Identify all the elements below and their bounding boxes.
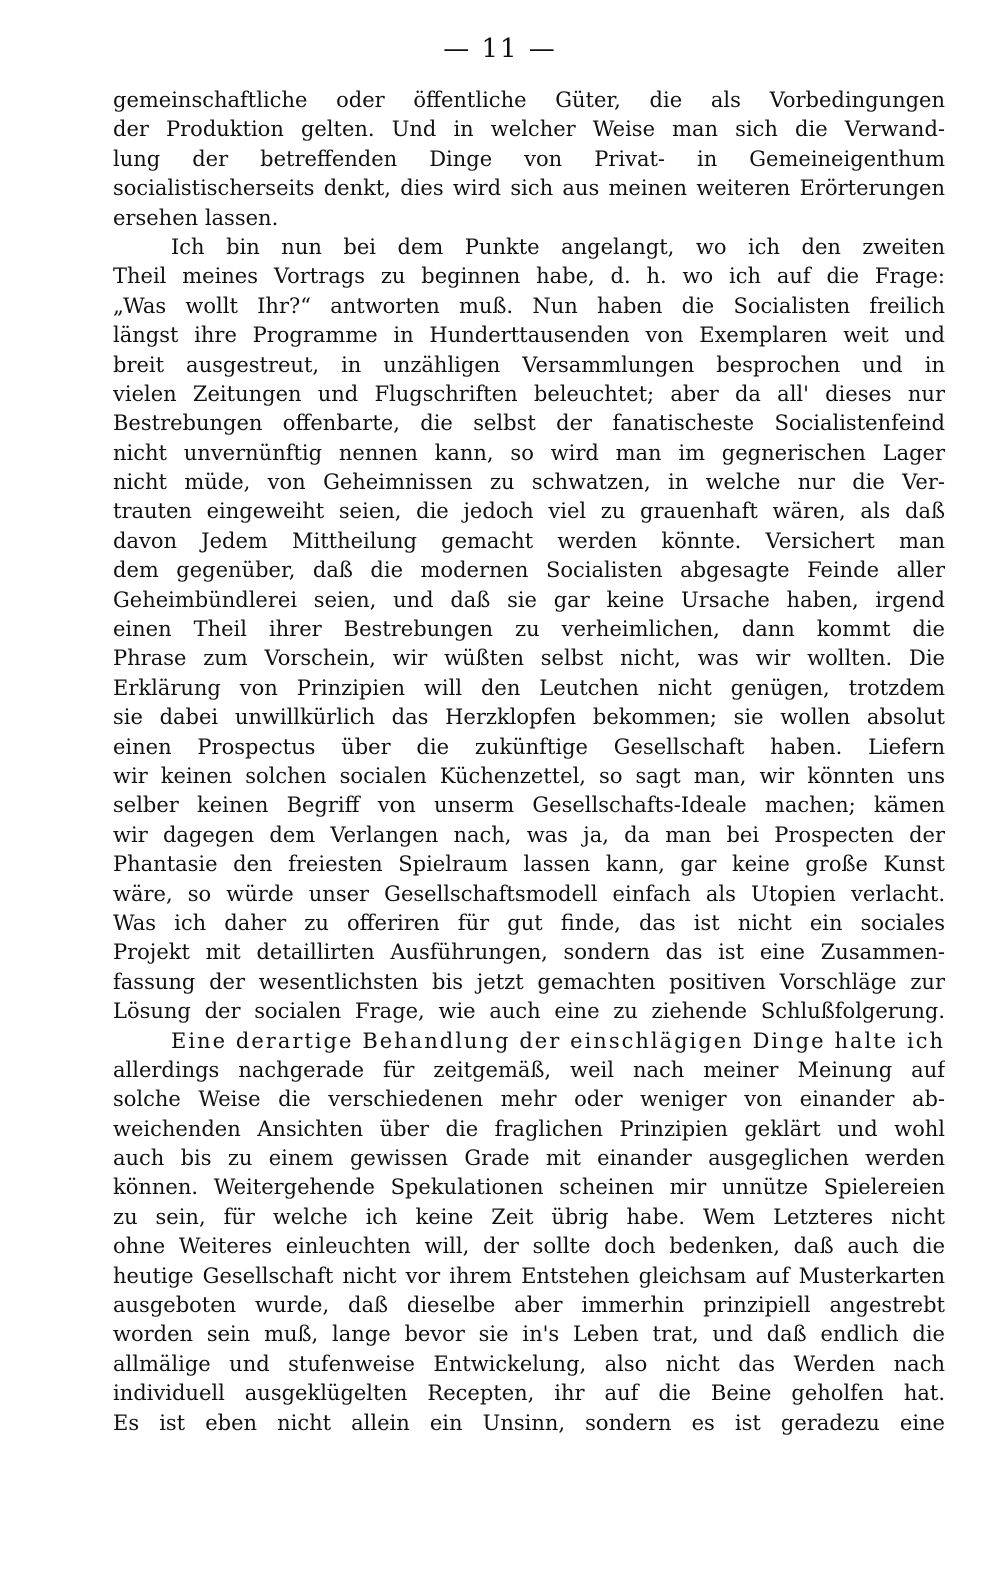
text-line: Projekt mit detaillirten Ausführungen, sondern das ist eine Zusammen- [113, 940, 945, 965]
text-line: socialistischerseits denkt, dies wird sich aus meinen weiteren Erörterungen [113, 176, 945, 201]
text-line: Lösung der socialen Frage, wie auch eine zu ziehende Schlußfolgerung. [113, 999, 945, 1024]
paragraph-start-line: Eine derartige Behandlung der einschlägigen Dinge halte ich [171, 1028, 945, 1053]
text-line: Theil meines Vortrags zu beginnen habe, d. h. wo ich auf die Frage: [113, 264, 945, 289]
text-line: Erklärung von Prinzipien will den Leutchen nicht genügen, trotzdem [113, 675, 945, 700]
text-line: einen Prospectus über die zukünftige Gesellschaft haben. Liefern [113, 734, 945, 759]
text-line: Es ist eben nicht allein ein Unsinn, sondern es ist geradezu eine [113, 1410, 945, 1435]
text-line: wäre, so würde unser Gesellschaftsmodell einfach als Utopien verlacht. [113, 881, 945, 906]
text-line: vielen Zeitungen und Flugschriften beleuchtet; aber da all' dieses nur [113, 381, 945, 406]
text-line: wir keinen solchen socialen Küchenzettel, so sagt man, wir könnten uns [113, 763, 945, 788]
text-line: „Was wollt Ihr?“ antworten muß. Nun haben die Socialisten freilich [113, 293, 945, 318]
text-line: Was ich daher zu offeriren für gut finde, das ist nicht ein sociales [113, 910, 945, 935]
text-line: ohne Weiteres einleuchten will, der sollte doch bedenken, daß auch die [113, 1234, 945, 1259]
body-text [113, 86, 945, 1438]
text-line: der Produktion gelten. Und in welcher Weise man sich die Verwand- [113, 117, 945, 142]
text-line: solche Weise die verschiedenen mehr oder weniger von einander ab- [113, 1087, 945, 1112]
text-line: können. Weitergehende Spekulationen scheinen mir unnütze Spielereien [113, 1175, 945, 1200]
text-line: gemeinschaftliche oder öffentliche Güter, die als Vorbedingungen [113, 88, 945, 112]
text-line: zu sein, für welche ich keine Zeit übrig habe. Wem Letzteres nicht [113, 1204, 945, 1229]
text-line: ausgeboten wurde, daß dieselbe aber immerhin prinzipiell angestrebt [113, 1293, 945, 1318]
text-line: längst ihre Programme in Hunderttausenden von Exemplaren weit und [113, 323, 945, 348]
text-line: individuell ausgeklügelten Recepten, ihr auf die Beine geholfen hat. [113, 1381, 945, 1406]
text-line: fassung der wesentlichsten bis jetzt gemachten positiven Vorschläge zur [113, 969, 945, 994]
text-line: allmälige und stufenweise Entwickelung, also nicht das Werden nach [113, 1351, 945, 1376]
text-line: heutige Gesellschaft nicht vor ihrem Entstehen gleichsam auf Musterkarten [113, 1263, 945, 1288]
text-line: auch bis zu einem gewissen Grade mit einander ausgeglichen werden [113, 1146, 945, 1171]
text-line: Geheimbündlerei seien, und daß sie gar keine Ursache haben, irgend [113, 587, 945, 612]
text-line: sie dabei unwillkürlich das Herzklopfen bekommen; sie wollen absolut [113, 705, 945, 730]
text-line: nicht unvernünftig nennen kann, so wird man im gegnerischen Lager [113, 440, 945, 465]
page-number: — 11 — [443, 34, 557, 64]
text-line: breit ausgestreut, in unzähligen Versammlungen besprochen und in [113, 352, 945, 377]
text-line: dem gegenüber, daß die modernen Socialisten abgesagte Feinde aller [113, 558, 945, 583]
text-line: einen Theil ihrer Bestrebungen zu verheimlichen, dann kommt die [113, 617, 945, 642]
text-line: ersehen lassen. [113, 205, 279, 230]
paragraph-start-line: Ich bin nun bei dem Punkte angelangt, wo ich den zweiten [171, 234, 945, 259]
text-line: Phrase zum Vorschein, wir wüßten selbst nicht, was wir wollten. Die [113, 646, 945, 671]
text-line: worden sein muß, lange bevor sie in's Leben trat, und daß endlich die [113, 1322, 945, 1347]
text-line: lung der betreffenden Dinge von Privat- in Gemeineigenthum [113, 146, 945, 171]
text-line: trauten eingeweiht seien, die jedoch viel zu grauenhaft wären, als daß [113, 499, 945, 524]
text-line: wir dagegen dem Verlangen nach, was ja, da man bei Prospecten der [113, 822, 945, 847]
text-line: selber keinen Begriff von unserm Gesellschafts-Ideale machen; kämen [113, 793, 945, 818]
text-line: weichenden Ansichten über die fraglichen Prinzipien geklärt und wohl [113, 1116, 945, 1141]
text-line: nicht müde, von Geheimnissen zu schwatzen, in welche nur die Ver- [113, 470, 945, 495]
text-line: Bestrebungen offenbarte, die selbst der fanatischeste Socialistenfeind [113, 411, 945, 436]
text-line: Phantasie den freiesten Spielraum lassen kann, gar keine große Kunst [113, 852, 945, 877]
text-line: davon Jedem Mittheilung gemacht werden könnte. Versichert man [113, 528, 945, 553]
text-line: allerdings nachgerade für zeitgemäß, weil nach meiner Meinung auf [113, 1057, 945, 1082]
